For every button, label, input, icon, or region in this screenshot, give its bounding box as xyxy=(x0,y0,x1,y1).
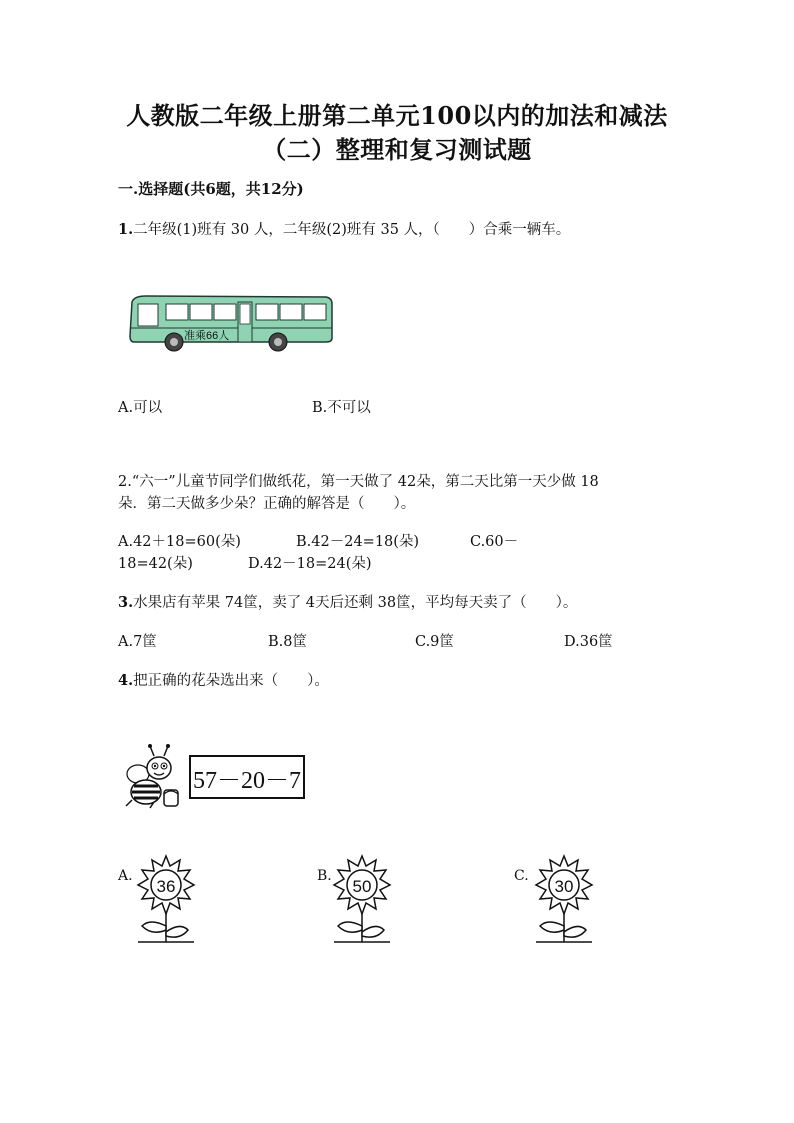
question-1 xyxy=(118,218,570,239)
question-4 xyxy=(118,669,329,690)
question-text: 把正确的花朵选出来（ ）。 xyxy=(133,673,329,689)
bus-capacity-label: 准乘66人 xyxy=(184,330,230,342)
q3-option-a: A.7筐 xyxy=(118,634,157,650)
page-subtitle: （二）整理和复习测试题 xyxy=(262,135,532,164)
q2-option-c-start: C.60－ xyxy=(470,534,519,550)
question-3 xyxy=(118,591,577,612)
question-2-line2: 朵．第二天做多少朵？正确的解答是（ ）。 xyxy=(118,496,416,512)
question-number: 3. xyxy=(118,594,134,611)
question-text: 二年级(1)班有 30 人，二年级(2)班有 35 人，（ ）合乘一辆车。 xyxy=(133,222,571,238)
q3-option-b: B.8筐 xyxy=(268,634,307,650)
flower-c-value: 30 xyxy=(554,877,574,896)
q2-option-d: D.42－18=24(朵) xyxy=(248,556,372,572)
flower-a-icon xyxy=(134,852,198,944)
question-number: 2. xyxy=(118,474,132,490)
bus-illustration xyxy=(126,292,336,354)
question-2 xyxy=(118,470,599,491)
q1-option-b: B.不可以 xyxy=(312,400,371,416)
q3-option-d: D.36筐 xyxy=(564,634,613,650)
q3-option-c: C.9筐 xyxy=(415,634,454,650)
q2-option-a: A.42＋18=60(朵) xyxy=(118,534,241,550)
q2-option-c-end: 18=42(朵) xyxy=(118,556,193,572)
flower-option-a-letter: A. xyxy=(118,868,133,884)
question-number: 1. xyxy=(118,221,134,238)
flower-a-value: 36 xyxy=(156,877,176,896)
flower-c-icon xyxy=(532,852,596,944)
question-text-line1: “六一”儿童节同学们做纸花，第一天做了 42朵，第二天比第一天少做 18 xyxy=(131,474,599,490)
q1-option-a: A.可以 xyxy=(118,400,163,416)
section-heading: 一.选择题(共6题，共12分) xyxy=(118,180,304,198)
page-title: 人教版二年级上册第二单元100以内的加法和减法 xyxy=(126,101,668,130)
question-text: 水果店有苹果 74筐，卖了 4天后还剩 38筐，平均每天卖了（ ）。 xyxy=(133,595,578,611)
flower-b-icon xyxy=(330,852,394,944)
expression-text: 57－20－7 xyxy=(193,767,301,794)
flower-b-value: 50 xyxy=(352,877,372,896)
flower-option-b-letter: B. xyxy=(317,868,332,884)
bee-icon xyxy=(120,744,190,812)
expression-box xyxy=(189,755,305,799)
q2-option-b: B.42－24=18(朵) xyxy=(296,534,420,550)
flower-option-c-letter: C. xyxy=(514,868,529,884)
question-number: 4. xyxy=(118,672,134,689)
